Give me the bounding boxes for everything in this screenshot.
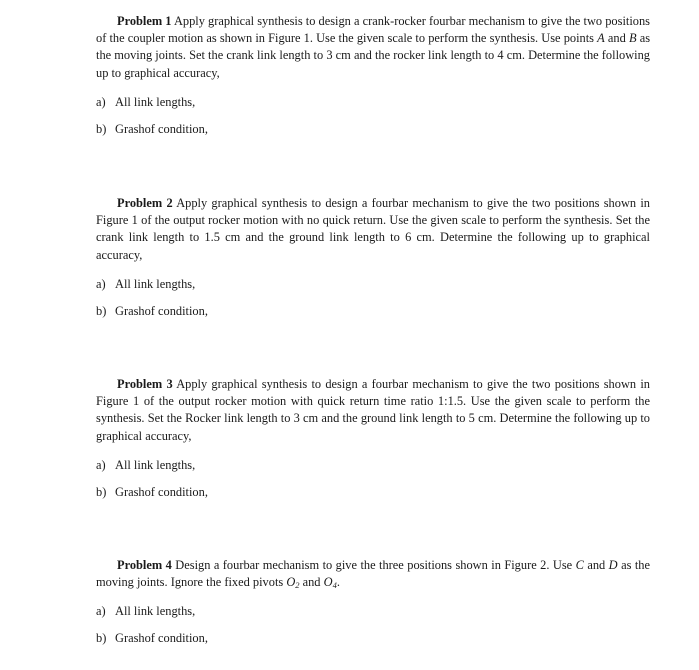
item-text: All link lengths, — [115, 94, 196, 109]
problem-2-item-a — [96, 276, 650, 293]
problem-4 — [96, 557, 650, 647]
problem-4-text-mid: as the moving joints. Ignore the fixed pivots — [96, 558, 650, 590]
problem-1 — [96, 13, 650, 138]
item-label: b) — [96, 303, 107, 318]
item-text: All link lengths, — [115, 604, 196, 619]
problem-4-period: . — [336, 575, 340, 590]
problem-1-text-end: as the moving joints. Set the crank link length to 3 cm and the rocker link length to 4 cm. Determine the following up to graphical accuracy, — [96, 31, 651, 80]
item-label: a) — [96, 276, 106, 291]
problem-2-text: Apply graphical synthesis to design a fourbar mechanism to give the two positions shown in Figure 1 of the output rocker motion with no quick return. Use the given scale to perform the synthesis. Set the crank link length to 1.5 cm and the ground link length to 6 cm. Determine the following up to graphical accuracy, — [96, 196, 650, 262]
item-text: All link lengths, — [115, 276, 196, 291]
item-label: b) — [96, 631, 107, 646]
problem-1-title: Problem 1 — [117, 14, 172, 28]
pivot-o4-sub: 4 — [332, 580, 337, 591]
problem-4-item-b — [96, 630, 650, 647]
item-label: b) — [96, 121, 107, 136]
problem-3-text: Apply graphical synthesis to design a fourbar mechanism to give the two positions shown in Figure 1 of the output rocker motion with quick return time ratio 1:1.5. Use the given scale to perform the synthesis. Set the Rocker link length to 3 cm and the ground link length to 5 cm. Determine the following up to graphical accuracy, — [96, 377, 650, 443]
problem-2 — [96, 195, 650, 320]
var-b: B — [628, 31, 637, 46]
item-label: a) — [96, 94, 106, 109]
problem-3-item-b — [96, 484, 650, 501]
pivot-o2-letter: O — [286, 575, 296, 590]
pivot-o2 — [286, 575, 299, 589]
var-a: A — [597, 31, 605, 46]
problem-3-item-a — [96, 457, 650, 474]
item-text: Grashof condition, — [115, 484, 208, 499]
problem-1-text: Apply graphical synthesis to design a crank-rocker fourbar mechanism to give the two positions of the coupler motion as shown in Figure 1. Use the given scale to perform the synthesis. Use points — [96, 14, 650, 46]
problem-3-title: Problem 3 — [117, 377, 173, 391]
var-c: C — [575, 558, 584, 572]
problem-3-statement — [96, 376, 650, 445]
pivot-o4 — [324, 575, 337, 589]
pivot-o4-letter: O — [323, 575, 333, 590]
problem-4-title: Problem 4 — [117, 558, 172, 572]
problem-4-statement — [96, 557, 650, 591]
problem-4-item-a — [96, 603, 650, 620]
item-text: Grashof condition, — [115, 631, 208, 646]
problem-4-text: Design a fourbar mechanism to give the three positions shown in Figure 2. Use — [175, 558, 576, 572]
item-text: All link lengths, — [115, 457, 196, 472]
problem-4-and: and — [583, 558, 609, 572]
item-label: b) — [96, 484, 107, 499]
pivot-o2-sub: 2 — [295, 580, 300, 591]
item-text: Grashof condition, — [115, 121, 208, 136]
problem-1-item-a — [96, 94, 650, 111]
problem-1-statement — [96, 13, 650, 82]
item-label: a) — [96, 604, 106, 619]
problem-2-title: Problem 2 — [117, 196, 173, 210]
problem-3 — [96, 376, 650, 501]
problem-2-item-b — [96, 303, 650, 320]
item-label: a) — [96, 457, 106, 472]
var-d: D — [608, 558, 618, 572]
item-text: Grashof condition, — [115, 303, 208, 318]
problem-4-and-2: and — [299, 575, 324, 590]
problem-1-item-b — [96, 121, 650, 138]
problem-2-statement — [96, 195, 650, 264]
problem-1-and: and — [604, 31, 629, 46]
